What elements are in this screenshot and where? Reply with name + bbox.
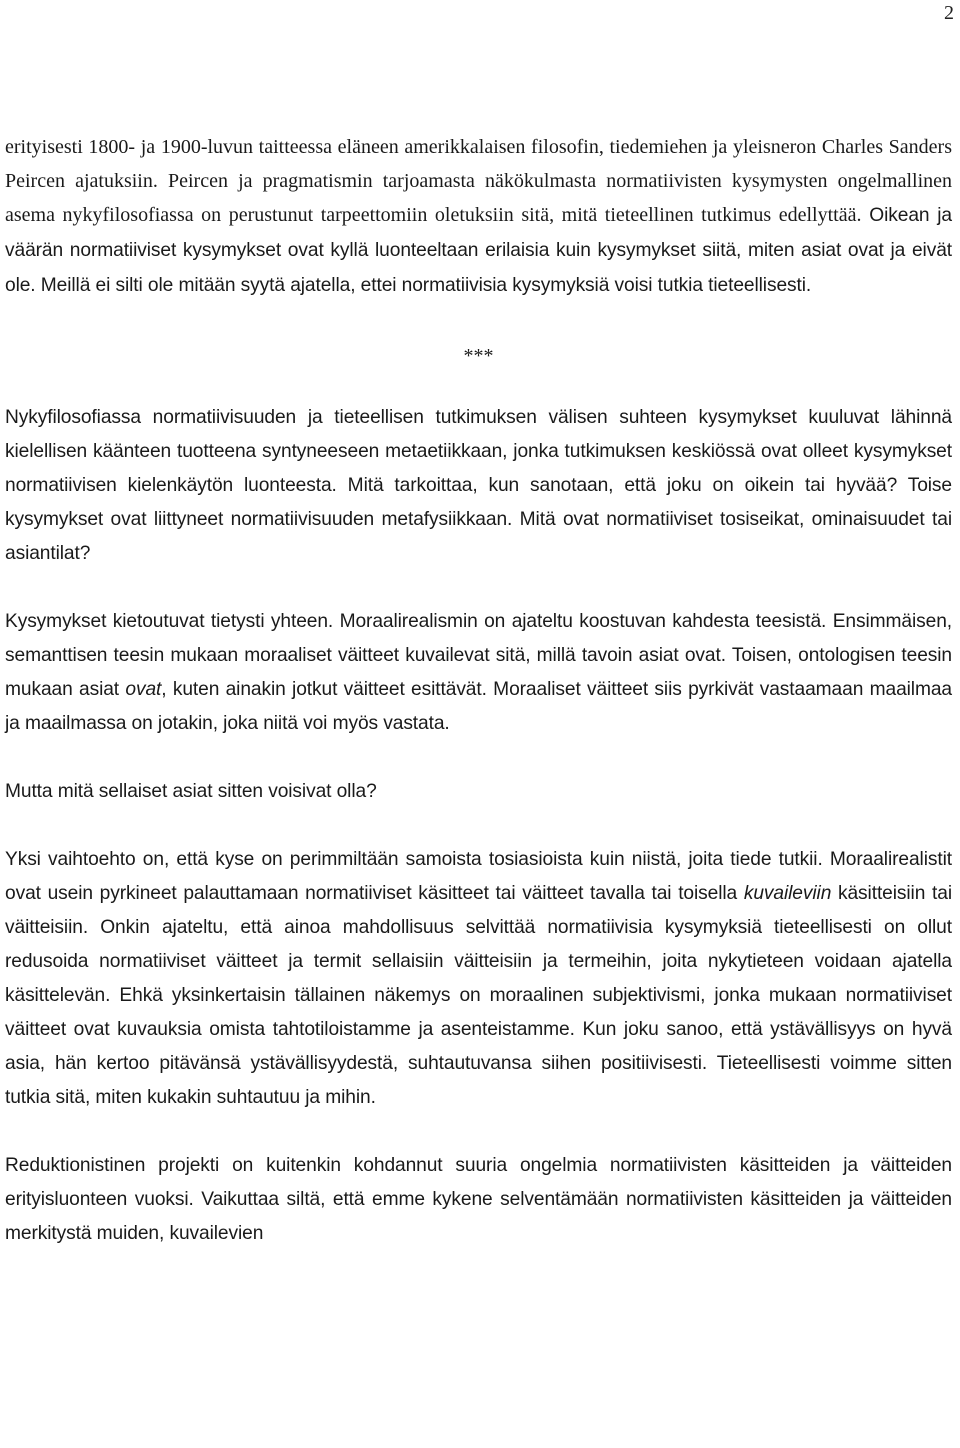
paragraph-3-text-b: , kuten ainakin jotkut väitteet esittävät. Moraaliset väitteet siis pyrkivät vastaamaan maailmaa ja maailmassa on jotakin, joka niitä voi myös vastata. [5, 679, 952, 734]
page-number: 2 [944, 2, 954, 24]
paragraph-4: Mutta mitä sellaiset asiat sitten voisivat olla? [5, 781, 377, 802]
paragraph-1-sans-text: Oikean ja väärän normatiiviset kysymykset ovat kyllä luonteeltaan erilaisia kuin kysymykset siitä, miten asiat ovat ja eivät ole. Meillä ei silti ole mitään syytä ajatella, ettei normatiivisia kysymyksiä voisi tutkia tieteellisesti. [5, 205, 952, 296]
section-separator: *** [463, 345, 494, 367]
paragraph-3-text-a: Kysymykset kietoutuvat tietysti yhteen. Moraalirealismin on ajateltu koostuvan kahdesta teesistä. Ensimmäisen, semanttisen teesin mukaan moraaliset väitteet kuvailevat sitä, millä tavoin asiat ovat. Toisen, ontologisen teesin mukaan asiat [5, 611, 952, 700]
paragraph-2: Nykyfilosofiassa normatiivisuuden ja tieteellisen tutkimuksen välisen suhteen kysymykset kuuluvat lähinnä kielellisen käänteen tuotteena syntyneeseen metaetiikkaan, jonka tutkimuksen keskiössä ovat olleet kysymykset normatiivisen kielenkäytön luonteesta. Mitä tarkoittaa, kun sanotaan, että joku on oikein tai hyvää? Toise kysymykset ovat liittyneet normatiivisuuden metafysiikkaan. Mitä ovat normatiiviset tosiseikat, ominaisuudet tai asiantilat? [5, 407, 952, 564]
paragraph-5 [5, 843, 952, 1115]
paragraph-1-serif-text: erityisesti 1800- ja 1900-luvun taitteessa eläneen amerikkalaisen filosofin, tiedemiehen ja yleisneron Charles Sanders Peircen ajatuksiin. Peircen ja pragmatismin tarjoamasta näkökulmasta normatiivisten kysymysten ongelmallinen asema nykyfilosofiassa on perustunut tarpeettomiin oletuksiin sitä, mitä tieteellinen tutkimus edellyttää. [5, 136, 952, 226]
paragraph-3-emphasis: ovat [125, 679, 162, 700]
paragraph-6: Reduktionistinen projekti on kuitenkin kohdannut suuria ongelmia normatiivisten käsitteiden ja väitteiden erityisluonteen vuoksi. Vaikuttaa siltä, että emme kykene selventämään normatiivisten käsitteiden ja väitteiden merkitystä muiden, kuvailevien [5, 1155, 952, 1244]
document-body [5, 130, 952, 1251]
paragraph-3 [5, 605, 952, 741]
paragraph-1 [5, 130, 952, 303]
paragraph-5-text-b: käsitteisiin tai väitteisiin. Onkin ajateltu, että ainoa mahdollisuus selvittää normatiivisia kysymyksiä tieteellisesti on ollut redusoida normatiiviset väitteet ja termit sellaisiin väitteisiin ja termeihin, joita nykytieteen voidaan ajatella käsittelevän. Ehkä yksinkertaisin tällainen näkemys on moraalinen subjektivismi, jonka mukaan normatiiviset väitteet ovat kuvauksia omista tahtotiloistamme ja asenteistamme. Kun joku sanoo, että ystävällisyys on hyvä asia, hän kertoo pitävänsä ystävällisyydestä, suhtautuvansa siihen positiivisesti. Tieteellisesti voimme sitten tutkia sitä, miten kukakin suhtautuu ja mihin. [5, 883, 952, 1108]
paragraph-5-emphasis: kuvaileviin [743, 883, 832, 904]
paragraph-5-text-a: Yksi vaihtoehto on, että kyse on perimmiltään samoista tosiasioista kuin niistä, joita tiede tutkii. Moraalirealistit ovat usein pyrkineet palauttamaan normatiiviset käsitteet tai väitteet tavalla tai toisella [5, 849, 952, 904]
